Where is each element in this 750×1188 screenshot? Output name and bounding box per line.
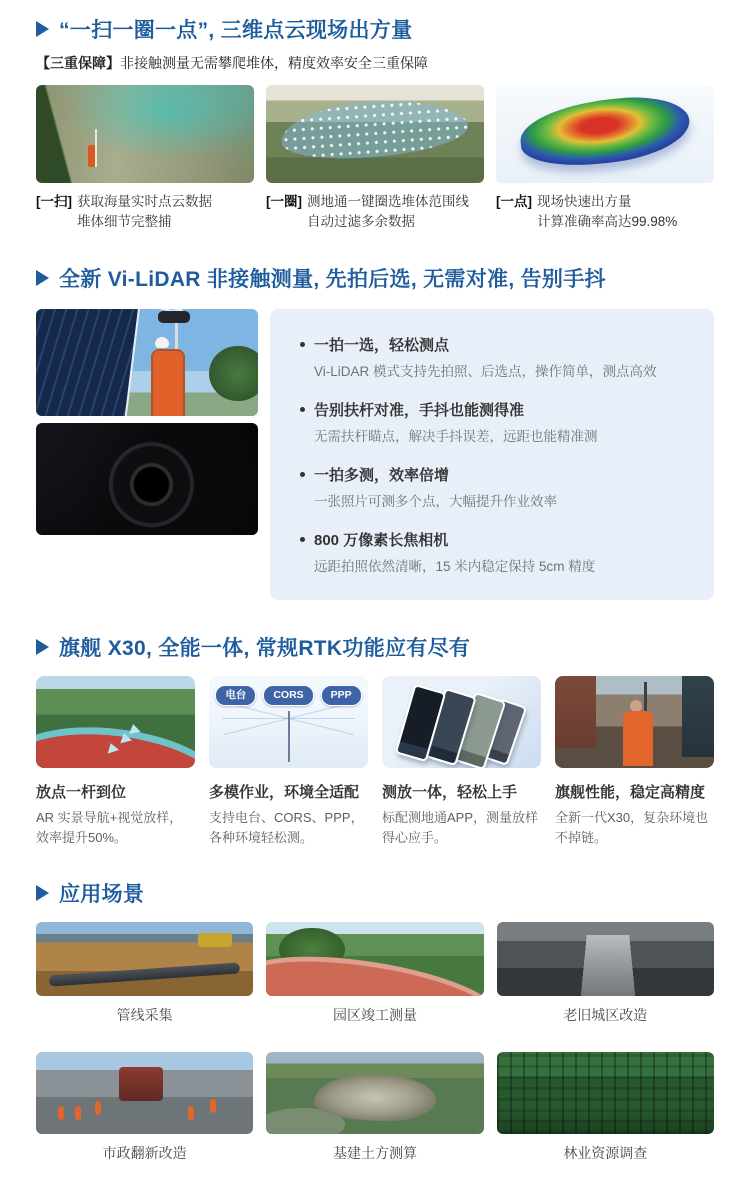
scene-municipal [36,1052,253,1176]
decor-road-worker [75,1106,81,1120]
caption-circle [266,192,484,231]
feature-bullet [300,464,684,510]
decor-earth-mound [314,1074,436,1122]
photo-ar-navigation-path [36,676,195,768]
decor-point-grid-overlay [280,95,471,163]
scene-row-1 [36,922,714,1038]
scene-row-2 [36,1052,714,1176]
caption-line1: 现场快速出方量 [537,194,632,209]
decor-heatmap-mound [517,91,693,171]
section2-photo-column [36,309,258,600]
feature-col-performance [555,676,714,848]
subtitle-tag: 【三重保障】 [36,55,120,71]
bullet-desc: 一张照片可测多个点，大幅提升作业效率 [314,494,557,510]
decor-alley [580,935,635,996]
decor-road-worker [210,1099,216,1113]
decor-safety-vest [623,711,653,766]
photo-app-screens-fan [382,676,541,768]
photo-volume-heatmap-model [496,85,714,183]
caption-line2: 计算准确率高达99.98% [537,213,678,229]
decor-brick-building [555,676,596,748]
feature-desc: 标配测地通APP，测量放样得心应手。 [382,810,539,846]
scene-caption: 园区竣工测量 [332,1007,417,1024]
section3-title-row [36,632,714,662]
decor-rtk-receiver [158,311,190,323]
section4-title-row [36,878,714,908]
decor-pipe [49,962,241,986]
feature-heading: 多模作业，环境全适配 [209,784,360,802]
photo-old-town-renewal [497,922,714,996]
section2-title: 全新 Vi-LiDAR 非接触测量, 先拍后选, 无需对准, 告别手抖 [59,268,606,292]
feature-bullet [300,334,684,380]
scene-forestry [497,1052,714,1176]
bullet-heading: 800 万像素长焦相机 [300,529,684,550]
photo-municipal-renovation [36,1052,253,1134]
scene-caption: 管线采集 [116,1007,173,1024]
photo-telephoto-lens [36,423,258,535]
photo-earthwork-volume [266,1052,483,1134]
decor-tree [209,346,258,402]
feature-heading: 放点一杆到位 [36,784,127,802]
caption-line1: 测地通一键圈选堆体范围线 [307,194,469,209]
section1-subtitle [36,53,714,73]
subtitle-text: 非接触测量无需攀爬堆体，精度效率安全三重保障 [120,55,428,71]
feature-panel [270,309,714,600]
decor-road-worker [95,1101,101,1115]
decor-solar-panel-wall [36,309,142,416]
feature-bullet [300,529,684,575]
section1-caption-row [36,192,714,231]
caption-line2: 自动过滤多余数据 [307,213,415,229]
section3-title: 旗舰 X30, 全能一体, 常规RTK功能应有尽有 [59,637,471,661]
feature-heading: 测放一体，轻松上手 [382,784,518,802]
badge-ppp: PPP [321,685,362,706]
caption-scan [36,192,254,231]
bullet-desc: Vi-LiDAR 模式支持先拍照、后选点，操作简单，测点高效 [314,364,657,380]
feature-bullet [300,399,684,445]
scene-earthwork [266,1052,483,1176]
decor-truck [119,1067,163,1101]
photo-network-modes-diagram [209,676,368,768]
bullet-desc: 远距拍照依然清晰，15 米内稳定保持 5cm 精度 [314,559,596,575]
section-arrow-icon [36,885,49,901]
section-flagship-x30 [36,632,714,848]
decor-helmet [155,337,169,348]
photo-pipeline-collection [36,922,253,996]
decor-surveyor-figure [88,145,95,167]
caption-tag: [一扫] [36,194,72,209]
section-use-cases [36,878,714,1176]
bullet-heading: 告别扶杆对准，手抖也能测得准 [300,399,684,420]
section2-body [36,309,714,600]
decor-antenna-mast [288,711,290,762]
caption-point [496,192,714,231]
section1-title-row [36,14,714,44]
decor-dark-building [682,676,714,757]
feature-desc: 全新一代X30，复杂环境也不掉链。 [555,810,709,846]
section1-photo-row [36,85,714,183]
caption-line1: 获取海量实时点云数据 [77,194,212,209]
decor-road-worker [58,1106,64,1120]
scene-caption: 林业资源调查 [563,1145,648,1162]
badge-radio: 电台 [215,685,256,706]
bullet-heading: 一拍一选，轻松测点 [300,334,684,355]
photo-surveyor-vi-lidar [36,309,258,416]
section-arrow-icon [36,21,49,37]
feature-col-ar-stakeout [36,676,195,848]
photo-forestry-survey [497,1052,714,1134]
decor-safety-vest [151,349,185,416]
feature-desc: AR 实景导航+视觉放样，效率提升50%。 [36,810,183,846]
section-vi-lidar [36,263,714,600]
photo-mound-circle-selection [266,85,484,183]
photo-street-surveyor [555,676,714,768]
caption-tag: [一圈] [266,194,302,209]
feature-col-multi-mode [209,676,368,848]
badge-cors: CORS [263,685,313,706]
section4-title: 应用场景 [59,883,145,907]
caption-lines [537,192,677,231]
bullet-desc: 无需扶杆瞄点，解决手抖误差，远距也能精准测 [314,429,598,445]
section-arrow-icon [36,270,49,286]
decor-road-worker [188,1106,194,1120]
scene-caption: 基建土方测算 [332,1145,417,1162]
caption-tag: [一点] [496,194,532,209]
decor-excavator [198,933,232,947]
section-point-cloud-volume [36,14,714,231]
caption-lines [307,192,469,231]
section2-title-row [36,263,714,293]
photo-field-scan-point-cloud [36,85,254,183]
caption-line2: 堆体细节完整捕 [77,213,172,229]
section1-title: “一扫一圈一点”, 三维点云现场出方量 [59,19,413,42]
decor-survey-pole [95,129,97,167]
scene-caption: 市政翻新改造 [102,1145,187,1162]
section3-feature-row [36,676,714,848]
feature-desc: 支持电台、CORS、PPP，各种环境轻松测。 [209,810,364,846]
scene-old-town [497,922,714,1038]
scene-park-survey [266,922,483,1038]
photo-park-completion-survey [266,922,483,996]
mode-badges [209,685,368,706]
scene-pipeline [36,922,253,1038]
section-arrow-icon [36,639,49,655]
feature-col-app [382,676,541,848]
bullet-heading: 一拍多测，效率倍增 [300,464,684,485]
scene-caption: 老旧城区改造 [563,1007,648,1024]
feature-heading: 旗舰性能，稳定高精度 [555,784,706,802]
caption-lines [77,192,212,231]
